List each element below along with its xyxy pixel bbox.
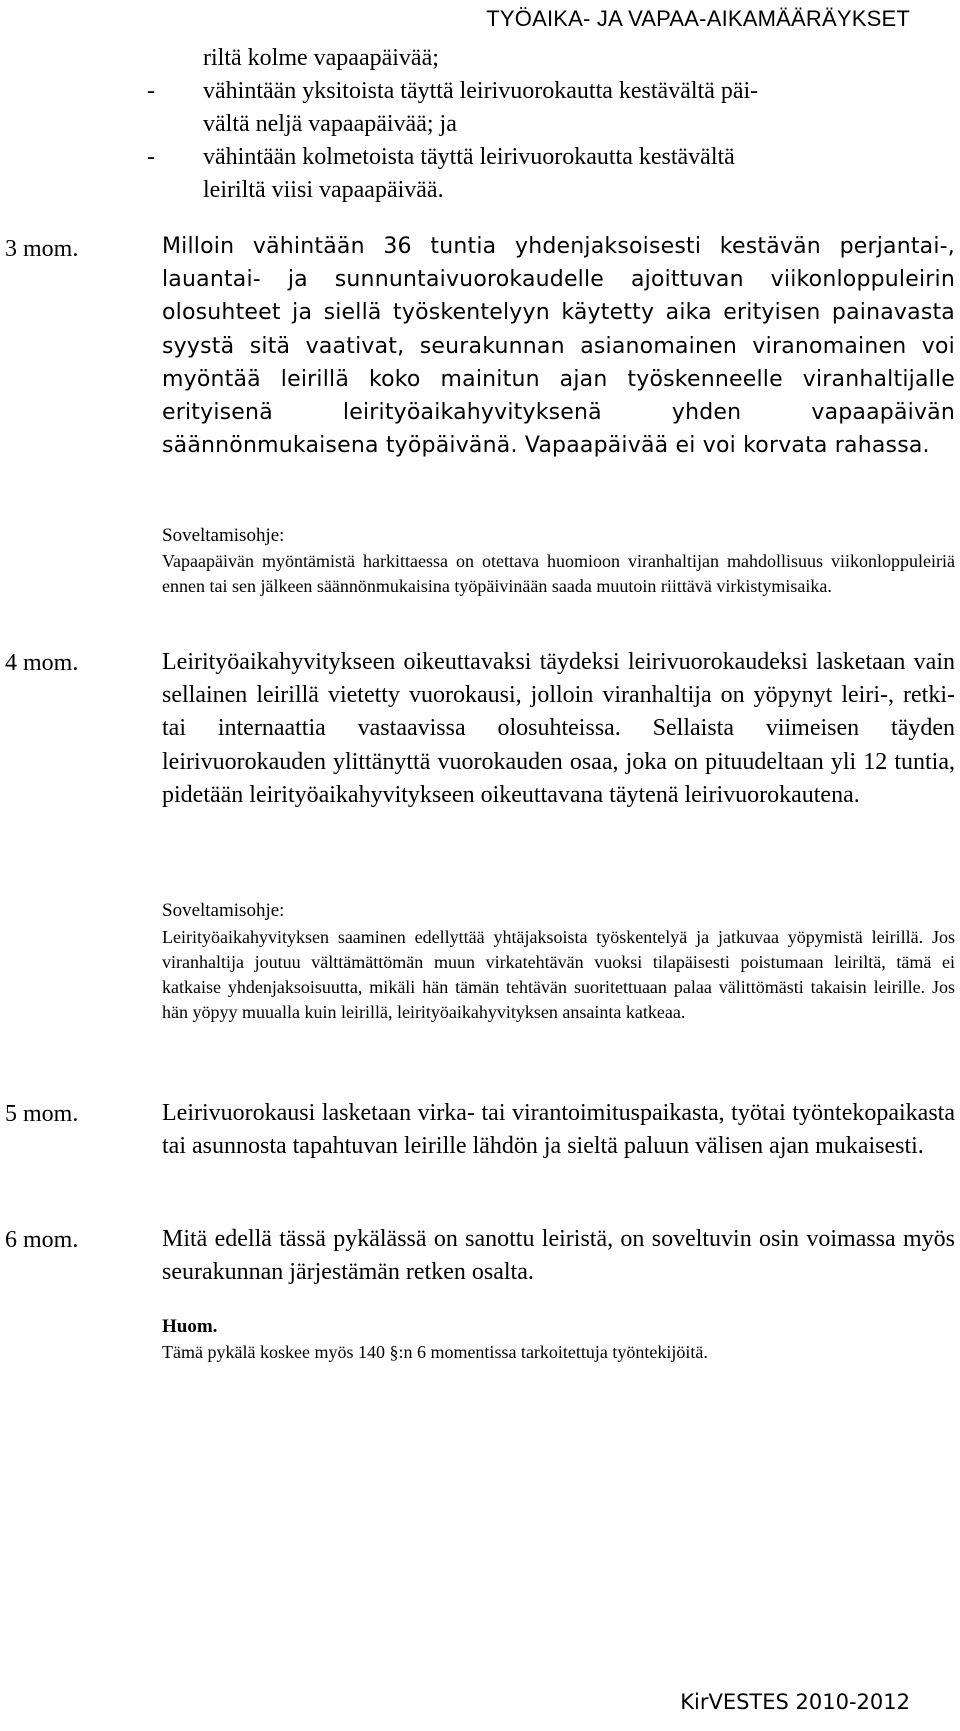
mom6-note-title: Huom. <box>162 1316 218 1337</box>
running-footer: KirVESTES 2010-2012 <box>680 1690 910 1714</box>
intro-line-5: leiriltä viisi vapaapäivää. <box>203 177 444 203</box>
intro-line-3: vältä neljä vapaapäivää; ja <box>203 111 457 137</box>
mom6-text: Mitä edellä tässä pykälässä on sanottu leiristä, on soveltuvin osin voimassa myös seurakunnan järjestämän retken osalta. <box>162 1226 955 1286</box>
mom6-note-text: Tämä pykälä koskee myös 140 §:n 6 momentissa tarkoitettuja työntekijöitä. <box>162 1342 708 1362</box>
mom3-note-title: Soveltamisohje: <box>162 525 285 546</box>
mom3-note-text: Vapaapäivän myöntämistä harkittaessa on otettava huomioon viranhaltijan mahdollisuus viikonloppuleiriä ennen tai sen jälkeen säännönmukaisina työpäivinään saada muutoin riittävä virkistymisaika. <box>162 551 955 596</box>
intro-line-2: vähintään yksitoista täyttä leirivuorokautta kestävältä päi- <box>203 78 759 104</box>
mom5-label: 5 mom. <box>5 1101 79 1127</box>
mom4-text: Leirityöaikahyvitykseen oikeuttavaksi täydeksi leirivuorokaudeksi lasketaan vain sellainen leirillä vietetty vuorokausi, jolloin viranhaltija on yöpynyt leiri-, retki- tai internaattia vastaavissa olosuhteissa. Sellaista viimeisen täyden leirivuorokauden ylittänyttä vuorokauden osaa, joka on pituudeltaan yli 12 tuntia, pidetään leirityöaikahyvitykseen oikeuttavana täytenä leirivuorokautena. <box>162 649 955 808</box>
mom6-label: 6 mom. <box>5 1227 79 1253</box>
dash-2: - <box>147 144 155 170</box>
mom4-label: 4 mom. <box>5 650 79 676</box>
mom4-note-text: Leirityöaikahyvityksen saaminen edellyttää yhtäjaksoista työskentelyä ja jatkuvaa yöpymistä leirillä. Jos viranhaltija joutuu välttämättömän muun virkatehtävän vuoksi tilapäisesti poistumaan leiriltä, tämä ei katkaise yhdenjaksoisuutta, mikäli hän tämän tehtävän suoritettuaan palaa välittömästi takaisin leirille. Jos hän yöpyy muualla kuin leirillä, leirityöaikahyvityksen ansainta katkeaa. <box>162 927 955 1022</box>
intro-line-4: vähintään kolmetoista täyttä leirivuorokautta kestävältä <box>203 144 735 170</box>
dash-1: - <box>147 78 155 104</box>
intro-line-1: riltä kolme vapaapäivää; <box>203 45 439 71</box>
mom5-text: Leirivuorokausi lasketaan virka- tai virantoimituspaikasta, työtai työntekopaikasta tai asunnosta tapahtuvan leirille lähdön ja sieltä paluun välisen ajan mukaisesti. <box>162 1100 955 1160</box>
mom3-label: 3 mom. <box>5 236 79 262</box>
mom4-note-title: Soveltamisohje: <box>162 900 285 921</box>
running-header: TYÖAIKA- JA VAPAA-AIKAMÄÄRÄYKSET <box>486 6 910 31</box>
mom3-text: Milloin vähintään 36 tuntia yhdenjaksoisesti kestävän perjantai-, lauantai- ja sunnuntaivuorokaudelle ajoittuvan viikonloppuleirin olosuhteet ja siellä työskentelyyn käytetty aika erityisen painavasta syystä sitä vaativat, seurakunnan asianomainen viranomainen voi myöntää leirillä koko mainitun ajan työskenneelle viranhaltijalle erityisenä leirityöaikahyvityksenä yhden vapaapäivän säännönmukaisena työpäivänä. Vapaapäivää ei voi korvata rahassa. <box>162 234 955 459</box>
